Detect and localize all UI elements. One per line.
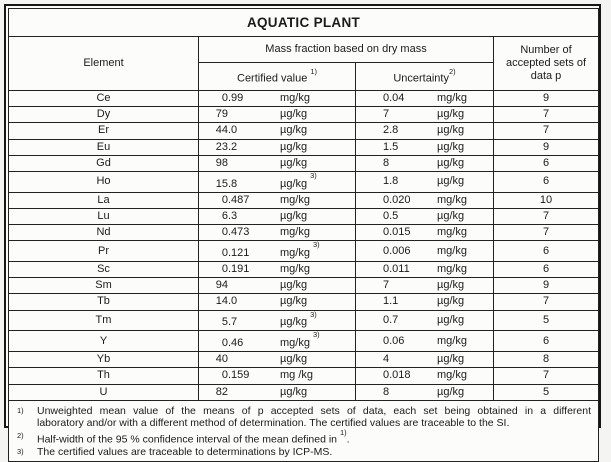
certified-value-frac: .99 [228,92,244,104]
certified-value-int: 94 [215,279,228,292]
uncertainty-unit: µg/kg [437,108,465,121]
certified-value-unit: µg/kg [280,177,308,190]
uncertainty-value: 8 [383,156,390,169]
element-symbol: Sm [9,278,199,294]
uncertainty-cell [356,241,494,262]
table-body [9,91,599,401]
certified-value-unit: µg/kg [280,279,308,292]
certified-value-frac: .0 [228,124,238,137]
element-symbol: Sc [9,262,199,278]
uncertainty-unit: µg/kg [437,385,465,398]
column-header-uncertainty [356,63,494,91]
accepted-sets-count: 6 [494,241,599,262]
uncertainty-cell [356,123,494,139]
uncertainty-label: Uncertainty [393,72,449,85]
element-symbol: Y [9,331,199,352]
element-symbol: Er [9,123,199,139]
certified-value-int: 5 [221,316,228,329]
header-row-1 [9,37,599,63]
certified-value-cell [199,107,356,123]
accepted-sets-count: 7 [494,368,599,384]
uncertainty-cell [356,278,494,294]
certified-value-int: 98 [215,156,228,169]
footnote-1-line-1: Unweighted mean value of the means of p accepted sets of data, each set being obtained in a different [37,404,592,417]
certified-value-cell [199,241,356,262]
element-symbol: Lu [9,208,199,224]
table-footnotes [9,400,599,461]
table-row-Er [9,123,599,139]
certified-value-label: Certified value [237,72,308,85]
certified-value-unit: µg/kg [280,295,308,308]
accepted-sets-count: 5 [494,384,599,400]
uncertainty-value: 1.8 [383,175,399,188]
uncertainty-value: 0.018 [383,369,411,382]
element-symbol: U [9,384,199,400]
certified-value-frac: .3 [228,209,238,222]
table-row-Eu [9,139,599,155]
certified-value-int: 0 [221,263,228,276]
accepted-sets-count: 6 [494,155,599,171]
uncertainty-unit: mg/kg [437,193,467,206]
footnote-2-text-before: Half-width of the 95 % confidence interval of the mean defined in [37,433,340,446]
table-row-Dy [9,107,599,123]
uncertainty-cell [356,384,494,400]
element-symbol: Yb [9,352,199,368]
uncertainty-cell [356,192,494,208]
certified-value-int: 0 [221,337,228,350]
certified-value-int: 0 [221,226,228,239]
certified-value-frac: .473 [228,226,250,239]
uncertainty-cell [356,139,494,155]
footnotes-cell [9,400,599,461]
certified-value-cell [199,331,356,352]
footnote-ref-3-icon: 3) [310,170,317,180]
uncertainty-unit: µg/kg [437,313,465,326]
certified-value-cell [199,192,356,208]
uncertainty-value: 8 [383,385,390,398]
certified-value-cell [199,352,356,368]
uncertainty-value: 0.015 [383,226,411,239]
table-row-Gd [9,155,599,171]
table-row-Sm [9,278,599,294]
certified-value-int: 6 [221,209,228,222]
uncertainty-cell [356,368,494,384]
uncertainty-value: 0.04 [383,92,405,104]
uncertainty-cell [356,262,494,278]
column-header-accepted-sets: Number of accepted sets of data p [494,37,599,91]
element-symbol: Gd [9,155,199,171]
certified-value-unit: mg/kg [280,226,310,239]
footnote-1-marker: 1) [17,405,24,415]
table-row-La [9,192,599,208]
element-symbol: Tm [9,310,199,331]
certified-value-int: 23 [215,140,228,153]
uncertainty-unit: mg/kg [437,92,467,104]
table-row-Ho [9,171,599,192]
uncertainty-unit: mg/kg [437,244,467,257]
footnote-3-marker: 3) [17,447,24,456]
accepted-sets-count: 8 [494,352,599,368]
accepted-sets-count: 5 [494,310,599,331]
certified-values-table [8,8,599,462]
certified-value-unit: µg/kg [280,385,308,398]
certified-value-cell [199,171,356,192]
certified-value-frac: .2 [228,140,238,153]
element-symbol: Th [9,368,199,384]
certified-value-int: 15 [215,177,228,190]
table-row-Ce [9,91,599,107]
table-row-Th [9,368,599,384]
certified-value-unit: mg/kg [280,246,310,259]
element-symbol: Dy [9,107,199,123]
uncertainty-cell [356,225,494,241]
certified-value-int: 82 [215,385,228,398]
uncertainty-cell [356,294,494,310]
table-header [9,9,599,91]
uncertainty-value: 1.5 [383,140,399,153]
footnote-2-inline-ref: 1) [339,427,347,437]
uncertainty-value: 0.7 [383,313,399,326]
uncertainty-value: 0.5 [383,209,399,222]
uncertainty-value: 0.006 [383,244,411,257]
certified-value-unit: µg/kg [280,124,308,137]
certified-value-cell [199,155,356,171]
certified-value-int: 79 [215,108,228,121]
accepted-sets-count: 9 [494,139,599,155]
accepted-sets-count: 7 [494,208,599,224]
uncertainty-value: 2.8 [383,124,399,137]
certified-value-unit: µg/kg [280,209,308,222]
footnote-ref-3-icon: 3) [312,330,320,340]
uncertainty-unit: µg/kg [437,209,465,222]
certified-value-frac: .0 [228,295,238,308]
table-row-Tb [9,294,599,310]
title-row [9,9,599,37]
uncertainty-unit: mg/kg [437,226,467,239]
certified-value-frac: .487 [228,193,250,206]
uncertainty-unit: µg/kg [437,175,465,188]
element-symbol: Nd [9,225,199,241]
uncertainty-cell [356,155,494,171]
certified-value-cell [199,91,356,107]
footnote-2 [11,427,591,446]
certified-value-cell [199,294,356,310]
certified-value-cell [199,384,356,400]
accepted-sets-count: 7 [494,123,599,139]
certified-value-cell [199,262,356,278]
uncertainty-unit: µg/kg [437,353,465,366]
certified-value-unit: µg/kg [280,353,308,366]
accepted-sets-count: 7 [494,107,599,123]
accepted-sets-count: 7 [494,294,599,310]
footnote-2-text [37,427,591,446]
uncertainty-value: 4 [383,353,390,366]
footnote-1-text [37,405,591,430]
footnote-1-line-2: laboratory and/or with a different method of determination. The certified values are traceable to the SI. [37,417,510,430]
footnote-ref-3-icon: 3) [312,240,320,250]
certified-value-int: 0 [221,92,228,104]
uncertainty-value: 1.1 [383,295,399,308]
certified-value-unit: µg/kg [280,108,308,121]
uncertainty-unit: µg/kg [437,295,465,308]
certified-value-int: 0 [221,369,228,382]
table-row-Tm [9,310,599,331]
certified-value-cell [199,368,356,384]
column-header-mass-fraction: Mass fraction based on dry mass [199,37,494,63]
uncertainty-value: 0.020 [383,193,411,206]
element-symbol: Tb [9,294,199,310]
certified-value-int: 40 [215,353,228,366]
table-row-Lu [9,208,599,224]
element-symbol: Ho [9,171,199,192]
uncertainty-cell [356,310,494,331]
certified-value-int: 0 [221,193,228,206]
table-row-Y [9,331,599,352]
certified-value-unit: µg/kg [280,156,308,169]
certified-value-frac: .7 [228,316,238,329]
certified-value-frac: .191 [228,263,250,276]
uncertainty-unit: mg/kg [437,369,467,382]
footnote-2-marker: 2) [17,430,24,440]
certified-value-int: 14 [215,295,228,308]
footnote-ref-2-icon: 2) [448,66,456,76]
certified-value-frac: .8 [228,177,238,190]
certified-value-cell [199,139,356,155]
uncertainty-unit: µg/kg [437,279,465,292]
accepted-sets-count: 9 [494,91,599,107]
footnote-2-text-after: . [346,433,350,446]
certified-value-unit: mg/kg [280,92,310,104]
certified-value-int: 0 [221,246,228,259]
column-header-certified-value [199,63,356,91]
accepted-sets-count: 7 [494,225,599,241]
uncertainty-cell [356,331,494,352]
footnote-row [9,400,599,461]
certified-value-frac: .46 [228,337,244,350]
accepted-sets-count: 6 [494,262,599,278]
uncertainty-value: 0.011 [383,263,410,276]
uncertainty-unit: µg/kg [437,124,465,137]
uncertainty-cell [356,171,494,192]
uncertainty-value: 0.06 [383,334,405,347]
footnote-1 [11,405,591,430]
certified-value-cell [199,310,356,331]
table-row-Pr [9,241,599,262]
certified-value-cell [199,208,356,224]
certified-value-unit: µg/kg [280,140,308,153]
accepted-sets-count: 10 [494,192,599,208]
column-header-element: Element [9,37,199,91]
certified-value-frac: .121 [228,246,250,259]
element-symbol: Eu [9,139,199,155]
footnote-ref-1-icon: 1) [310,66,317,76]
element-symbol: La [9,192,199,208]
certified-value-cell [199,278,356,294]
uncertainty-cell [356,208,494,224]
table-row-Sc [9,262,599,278]
footnote-3-text: The certified values are traceable to determinations by ICP-MS. [37,446,333,458]
table-row-Nd [9,225,599,241]
uncertainty-cell [356,107,494,123]
certified-value-unit: mg /kg [280,369,314,382]
uncertainty-unit: µg/kg [437,140,465,153]
uncertainty-cell [356,91,494,107]
table-row-Yb [9,352,599,368]
table-row-U [9,384,599,400]
uncertainty-cell [356,352,494,368]
certified-value-int: 44 [215,124,228,137]
table-title: AQUATIC PLANT [9,9,599,37]
certified-value-frac: .159 [228,369,250,382]
certified-value-unit: mg/kg [280,337,310,350]
accepted-sets-count: 9 [494,278,599,294]
footnote-3 [11,446,591,459]
certified-value-cell [199,225,356,241]
accepted-sets-count: 6 [494,331,599,352]
certified-value-unit: mg/kg [280,193,310,206]
uncertainty-value: 7 [383,279,390,292]
footnote-ref-3-icon: 3) [310,309,317,319]
certified-value-unit: µg/kg [280,316,308,329]
certified-value-cell [199,123,356,139]
accepted-sets-count: 6 [494,171,599,192]
uncertainty-unit: µg/kg [437,156,465,169]
element-symbol: Ce [9,91,199,107]
uncertainty-unit: mg/kg [437,263,467,276]
uncertainty-unit: mg/kg [437,334,467,347]
certified-value-unit: mg/kg [280,263,310,276]
uncertainty-value: 7 [383,108,390,121]
element-symbol: Pr [9,241,199,262]
